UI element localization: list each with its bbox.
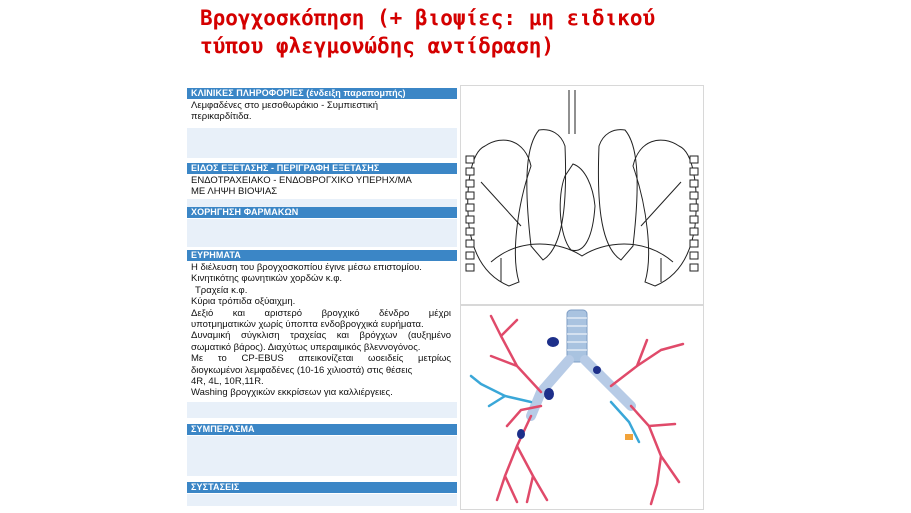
right-lung-inner: [527, 130, 566, 260]
exam-type-blank: [187, 199, 457, 207]
rib-segments: [466, 156, 698, 271]
lymph-node-10r: [544, 388, 554, 400]
left-lung-outline: [633, 140, 696, 286]
lymph-node-4r: [547, 337, 559, 347]
findings-line: Η διέλευση του βρογχοσκοπίου έγινε μέσω επιστομίου.: [191, 262, 422, 273]
exam-type-line: ΕΝΔΟΤΡΑΧΕΙΑΚΟ - ΕΝΔΟΒΡΟΓΧΙΚΟ ΥΠΕΡΗΧ/ΜΑ: [191, 175, 412, 186]
clinical-info-line: περικαρδίτιδα.: [191, 111, 252, 123]
findings-line: Κύρια τρόπιδα οξύαιχμη.: [191, 296, 296, 308]
right-lung-outline: [468, 140, 531, 286]
accent-marker: [625, 434, 633, 440]
recommendations-header: ΣΥΣΤΑΣΕΙΣ: [187, 482, 457, 493]
exam-type-header: ΕΙΔΟΣ ΕΞΕΤΑΣΗΣ - ΠΕΡΙΓΡΑΦΗ ΕΞΕΤΑΣΗΣ: [187, 163, 457, 174]
exam-type-body: [187, 175, 457, 198]
findings-blank: [187, 402, 457, 418]
trachea-outline: [569, 90, 575, 134]
slide-title-line-1: Βρογχοσκόπηση (+ βιοψίες: μη ειδικού: [200, 6, 656, 30]
lung-diagram: [460, 85, 704, 305]
clinical-info-header: ΚΛΙΝΙΚΕΣ ΠΛΗΡΟΦΟΡΙΕΣ (ένδειξη παραπομπής): [187, 88, 457, 99]
findings-header: ΕΥΡΗΜΑΤΑ: [187, 250, 457, 261]
lymph-nodes: [517, 337, 601, 439]
exam-type-line: ΜΕ ΛΗΨΗ ΒΙΟΨΙΑΣ: [191, 186, 278, 198]
slide-title: [200, 4, 900, 60]
lung-diagram-svg: [461, 86, 703, 304]
findings-line: Κινητικότης φωνητικών χορδών κ.φ.: [191, 273, 342, 285]
clinical-info-blank: [187, 128, 457, 158]
bronchoscopy-report: [187, 86, 457, 506]
drug-administration-blank: [187, 219, 457, 247]
findings-line: διογκωμένοι λεμφαδένες (10-16 χιλιοστά) στις θέσεις: [191, 364, 413, 376]
findings-line: Δεξιό και αριστερό βρογχικό δένδρο μέχρι: [191, 307, 451, 319]
lymph-node-11r: [517, 429, 525, 439]
recommendations-blank: [187, 494, 457, 506]
findings-line: σωματικό βάρος). Διαχύτως υπεραιμικός βλεννογόνος.: [191, 341, 421, 353]
findings-body: [187, 262, 457, 399]
clinical-info-line: Λεμφαδένες στο μεσοθωράκιο - Συμπιεστική: [191, 100, 379, 111]
diaphragm-outline: [491, 244, 673, 262]
findings-line: 4R, 4L, 10R,11R.: [191, 376, 264, 388]
bronchial-tree-svg: [461, 306, 703, 509]
findings-line: υποτμηματικών χωρίς ύποπτα ενδοβρογχικά ευρήματα.: [191, 319, 424, 331]
conclusion-header: ΣΥΜΠΕΡΑΣΜΑ: [187, 424, 457, 435]
slide-title-line-2: τύπου φλεγμονώδης αντίδραση): [200, 34, 555, 58]
clinical-info-body: [187, 100, 457, 123]
drug-administration-header: ΧΟΡΗΓΗΣΗ ΦΑΡΜΑΚΩΝ: [187, 207, 457, 218]
conclusion-blank: [187, 436, 457, 476]
bronchial-tree-diagram: [460, 305, 704, 510]
findings-line: Δυναμική σύγκλιση τραχείας και βρόγχων (αυξημένο: [191, 330, 451, 342]
lymph-node-4l: [593, 366, 601, 374]
left-lung-inner: [598, 130, 637, 260]
findings-line: Με το CP-EBUS απεικονίζεται ωοειδείς μετρίως: [191, 353, 451, 365]
findings-line: Washing βρογχικών εκκρίσεων για καλλιέργειες.: [191, 387, 393, 399]
findings-line: Τραχεία κ.φ.: [195, 284, 248, 296]
